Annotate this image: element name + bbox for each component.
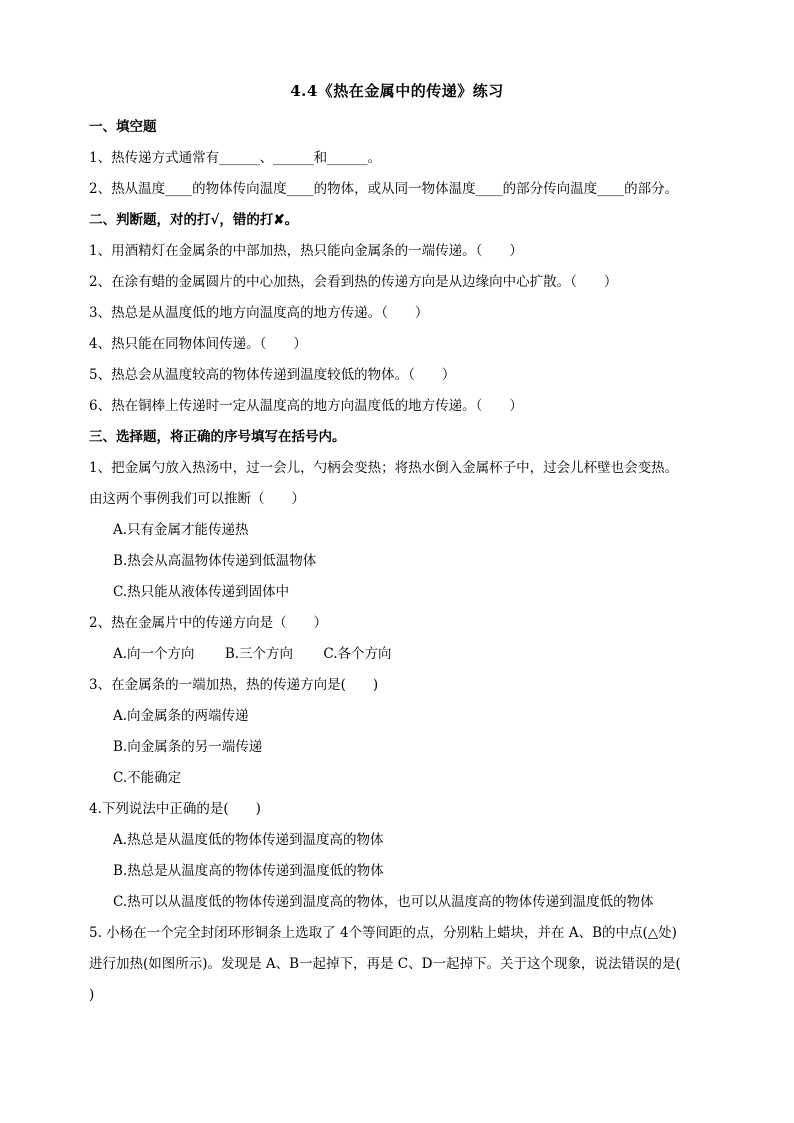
choice-2-option-b: B.三个方向: [224, 646, 294, 662]
choice-2-option-c: C.各个方向: [323, 646, 392, 662]
choice-question-4: 4.下列说法中正确的是( ): [89, 801, 261, 817]
fill-question-2: 2、热从温度____的物体传向温度____的物体，或从同一物体温度____的部分传向温度____的部分。: [89, 181, 679, 197]
choice-1-option-c: C.热只能从液体传递到固体中: [113, 584, 290, 600]
choice-3-option-a: A.向金属条的两端传递: [113, 708, 249, 724]
document-title: 4.4《热在金属中的传递》练习: [290, 82, 504, 100]
choice-question-3: 3、在金属条的一端加热，热的传递方向是( ): [89, 677, 379, 693]
choice-1-option-a: A.只有金属才能传递热: [113, 522, 249, 538]
choice-4-option-c: C.热可以从温度低的物体传递到温度高的物体，也可以从温度高的物体传递到温度低的物体: [113, 894, 654, 910]
choice-4-option-b: B.热总是从温度高的物体传递到温度低的物体: [113, 863, 384, 879]
tf-question-5: 5、热总会从温度较高的物体传递到温度较低的物体。（ ）: [89, 367, 456, 383]
tf-question-2: 2、在涂有蜡的金属圆片的中心加热，会看到热的传递方向是从边缘向中心扩散。（ ）: [89, 274, 618, 290]
tf-question-6: 6、热在铜棒上传递时一定从温度高的地方向温度低的地方传递。（ ）: [89, 398, 523, 414]
section-heading-fill-in: 一、填空题: [89, 119, 157, 135]
choice-question-5-line-1: 5. 小杨在一个完全封闭环形铜条上选取了 4个等间距的点，分别粘上蜡块，并在 A、B的中点(△处): [89, 925, 677, 941]
tf-question-1: 1、用酒精灯在金属条的中部加热，热只能向金属条的一端传递。（ ）: [89, 243, 523, 259]
choice-question-2: 2、热在金属片中的传递方向是（ ）: [89, 615, 328, 631]
document-body: [89, 112, 709, 1011]
choice-question-1-line-1: 1、把金属勺放入热汤中，过一会儿，勺柄会变热；将热水倒入金属杯子中，过会儿杯壁也会变热。: [89, 460, 679, 476]
tf-question-4: 4、热只能在同物体间传递。（ ）: [89, 336, 307, 352]
choice-question-5-line-2: 进行加热(如图所示)。发现是 A、B一起掉下，再是 C、D一起掉下。关于这个现象，说法错误的是(: [89, 956, 681, 972]
choice-4-option-a: A.热总是从温度低的物体传递到温度高的物体: [113, 832, 384, 848]
choice-question-5-line-3: ): [89, 987, 95, 1003]
choice-2-options: [89, 639, 709, 670]
tf-question-3: 3、热总是从温度低的地方向温度高的地方传递。（ ）: [89, 305, 429, 321]
section-heading-true-false: 二、判断题，对的打√，错的打✘。: [89, 212, 299, 228]
fill-question-1: 1、热传递方式通常有______、______和______。: [89, 150, 382, 166]
choice-2-option-a: A.向一个方向: [113, 646, 195, 662]
section-heading-choice: 三、选择题，将正确的序号填写在括号内。: [89, 429, 346, 445]
choice-1-option-b: B.热会从高温物体传递到低温物体: [113, 553, 317, 569]
choice-3-option-c: C.不能确定: [113, 770, 182, 786]
choice-3-option-b: B.向金属条的另一端传递: [113, 739, 263, 755]
choice-question-1-line-2: 由这两个事例我们可以推断（ ）: [89, 491, 305, 507]
